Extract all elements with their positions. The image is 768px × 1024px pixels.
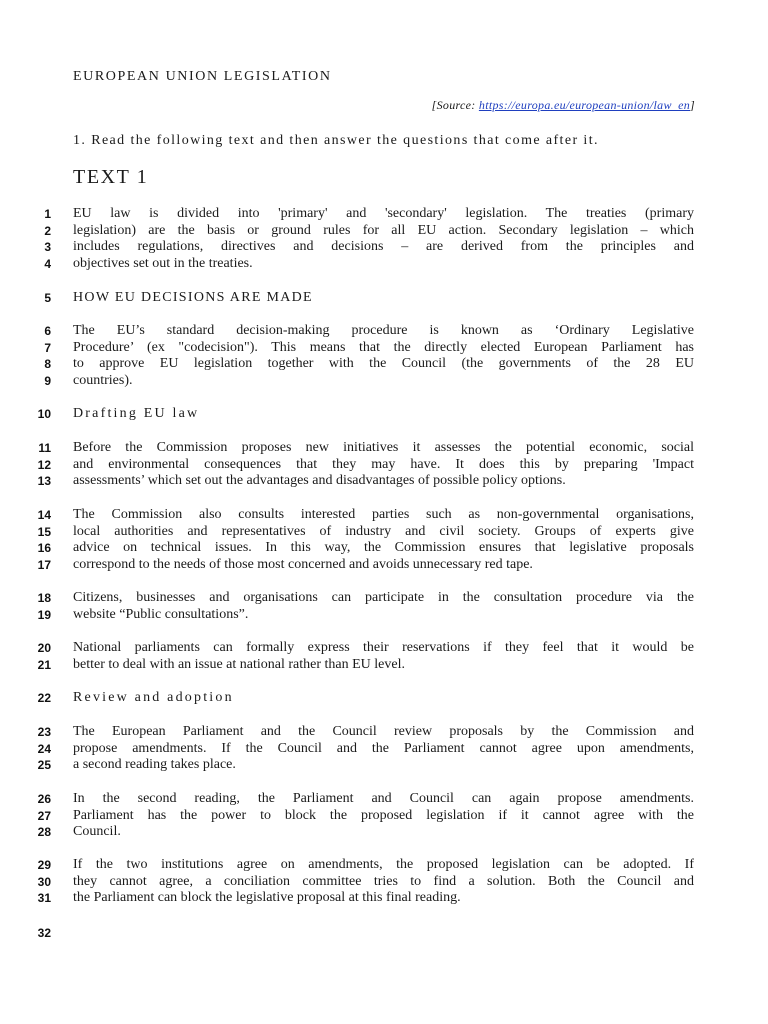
line-text: includes regulations, directives and decisions – are derived from the principles and xyxy=(73,239,694,255)
line-text: local authorities and representatives of industry and civil society. Groups of experts give xyxy=(73,523,694,539)
line-text: National parliaments can formally express their reservations if they feel that it would be xyxy=(73,640,694,655)
line-number: 29 xyxy=(37,858,51,872)
paragraph xyxy=(0,507,768,573)
text-line xyxy=(0,323,768,340)
line-number: 3 xyxy=(44,240,51,255)
text-line xyxy=(0,757,768,774)
paragraph xyxy=(0,590,768,623)
line-text: Procedure’ (ex "codecision"). This means that the directly elected European Parliament has xyxy=(73,339,694,355)
text-line xyxy=(0,507,768,524)
line-text: HOW EU DECISIONS ARE MADE xyxy=(73,290,313,305)
line-text: The European Parliament and the Council review proposals by the Commission and xyxy=(73,724,694,739)
text-line xyxy=(0,857,768,874)
line-text: to approve EU legislation together with the Council (the governments of the 28 EU xyxy=(73,356,694,372)
text-heading: TEXT 1 xyxy=(73,166,149,188)
line-number: 25 xyxy=(37,758,51,773)
text-line xyxy=(0,256,768,273)
line-text: propose amendments. If the Council and the Parliament cannot agree upon amendments, xyxy=(73,740,694,756)
line-number: 6 xyxy=(44,324,51,338)
line-text: The Commission also consults interested parties such as non-governmental organisations, xyxy=(73,507,694,522)
text-line xyxy=(0,890,768,907)
line-number: 22 xyxy=(37,691,51,705)
text-line xyxy=(0,741,768,758)
text-line xyxy=(0,657,768,674)
paragraph xyxy=(0,640,768,673)
line-text: legislation) are the basis or ground rules for all EU action. Secondary legislation – which xyxy=(73,222,694,238)
section-heading xyxy=(0,690,768,707)
text-line xyxy=(0,290,768,307)
line-number: 4 xyxy=(44,256,51,271)
section-heading xyxy=(0,290,768,307)
line-text: countries). xyxy=(73,372,133,388)
line-number: 20 xyxy=(37,641,51,655)
text-line xyxy=(0,791,768,808)
line-number: 12 xyxy=(37,457,51,472)
line-text: Council. xyxy=(73,824,121,840)
line-number: 31 xyxy=(37,891,51,906)
text-line xyxy=(0,824,768,841)
line-number: 7 xyxy=(44,340,51,355)
line-number: 21 xyxy=(37,657,51,672)
text-line xyxy=(0,640,768,657)
line-number: 16 xyxy=(37,541,51,556)
instruction-text: 1. Read the following text and then answer the questions that come after it. xyxy=(73,133,599,148)
text-line xyxy=(0,457,768,474)
text-line xyxy=(0,473,768,490)
text-line xyxy=(0,406,768,423)
text-line xyxy=(0,690,768,707)
line-text: the Parliament can block the legislative proposal at this final reading. xyxy=(73,890,461,906)
line-number: 32 xyxy=(37,926,51,940)
text-line xyxy=(0,590,768,607)
line-number: 5 xyxy=(44,291,51,305)
line-number: 30 xyxy=(37,874,51,889)
line-text: Drafting EU law xyxy=(73,406,200,421)
line-text: a second reading takes place. xyxy=(73,757,236,773)
text-line xyxy=(0,808,768,825)
line-number: 26 xyxy=(37,792,51,806)
line-number: 23 xyxy=(37,725,51,739)
source-suffix: ] xyxy=(690,98,695,112)
line-text: Review and adoption xyxy=(73,690,234,705)
text-line xyxy=(0,925,768,942)
line-number: 28 xyxy=(37,825,51,840)
line-number: 19 xyxy=(37,607,51,622)
line-text: EU law is divided into 'primary' and 'secondary' legislation. The treaties (primary xyxy=(73,206,694,221)
line-text: they cannot agree, a conciliation committee tries to find a solution. Both the Council and xyxy=(73,873,694,889)
text-line xyxy=(0,607,768,624)
paragraph xyxy=(0,206,768,272)
text-line xyxy=(0,440,768,457)
paragraph xyxy=(0,724,768,774)
line-text: objectives set out in the treaties. xyxy=(73,255,253,271)
line-number: 18 xyxy=(37,591,51,605)
line-text: advice on technical issues. In this way, the Commission ensures that legislative proposals xyxy=(73,540,694,556)
text-line xyxy=(0,206,768,223)
paragraph xyxy=(0,791,768,841)
paragraph xyxy=(0,440,768,490)
line-text: In the second reading, the Parliament and Council can again propose amendments. xyxy=(73,791,694,806)
line-number: 10 xyxy=(37,407,51,421)
text-line xyxy=(0,540,768,557)
line-text: Parliament has the power to block the proposed legislation if it cannot agree with the xyxy=(73,807,694,823)
text-line xyxy=(0,724,768,741)
text-line xyxy=(0,340,768,357)
line-text: website “Public consultations”. xyxy=(73,606,249,622)
line-text: assessments’ which set out the advantages and disadvantages of possible policy options. xyxy=(73,473,566,489)
text-line xyxy=(0,373,768,390)
line-text: correspond to the needs of those most concerned and avoids unnecessary red tape. xyxy=(73,556,533,572)
text-line xyxy=(0,223,768,240)
text-line xyxy=(0,874,768,891)
line-number: 11 xyxy=(38,441,51,455)
document-title: EUROPEAN UNION LEGISLATION xyxy=(73,69,332,84)
line-text: better to deal with an issue at national rather than EU level. xyxy=(73,656,405,672)
line-text: The EU’s standard decision-making procedure is known as ‘Ordinary Legislative xyxy=(73,323,694,338)
line-number: 9 xyxy=(44,373,51,388)
line-number: 1 xyxy=(44,207,51,221)
source-prefix: [Source: xyxy=(431,98,479,112)
text-line xyxy=(0,239,768,256)
section-heading xyxy=(0,406,768,423)
line-number: 13 xyxy=(37,474,51,489)
line-number: 2 xyxy=(44,223,51,238)
line-number: 15 xyxy=(37,524,51,539)
line-number: 17 xyxy=(37,557,51,572)
line-number: 27 xyxy=(37,808,51,823)
text-line xyxy=(0,524,768,541)
text-line xyxy=(0,557,768,574)
line-text: and environmental consequences that they may have. It does this by preparing 'Impact xyxy=(73,456,694,472)
source-citation xyxy=(432,98,695,113)
line-text: If the two institutions agree on amendments, the proposed legislation can be adopted. If xyxy=(73,857,694,872)
paragraph xyxy=(0,925,768,942)
text-line xyxy=(0,356,768,373)
paragraph xyxy=(0,323,768,389)
line-text: Citizens, businesses and organisations can participate in the consultation procedure via the xyxy=(73,590,694,605)
line-number: 8 xyxy=(44,357,51,372)
line-number: 14 xyxy=(37,508,51,522)
source-link[interactable]: https://europa.eu/european-union/law_en xyxy=(478,98,691,112)
paragraph xyxy=(0,857,768,907)
line-text: Before the Commission proposes new initiatives it assesses the potential economic, social xyxy=(73,440,694,455)
line-number: 24 xyxy=(37,741,51,756)
